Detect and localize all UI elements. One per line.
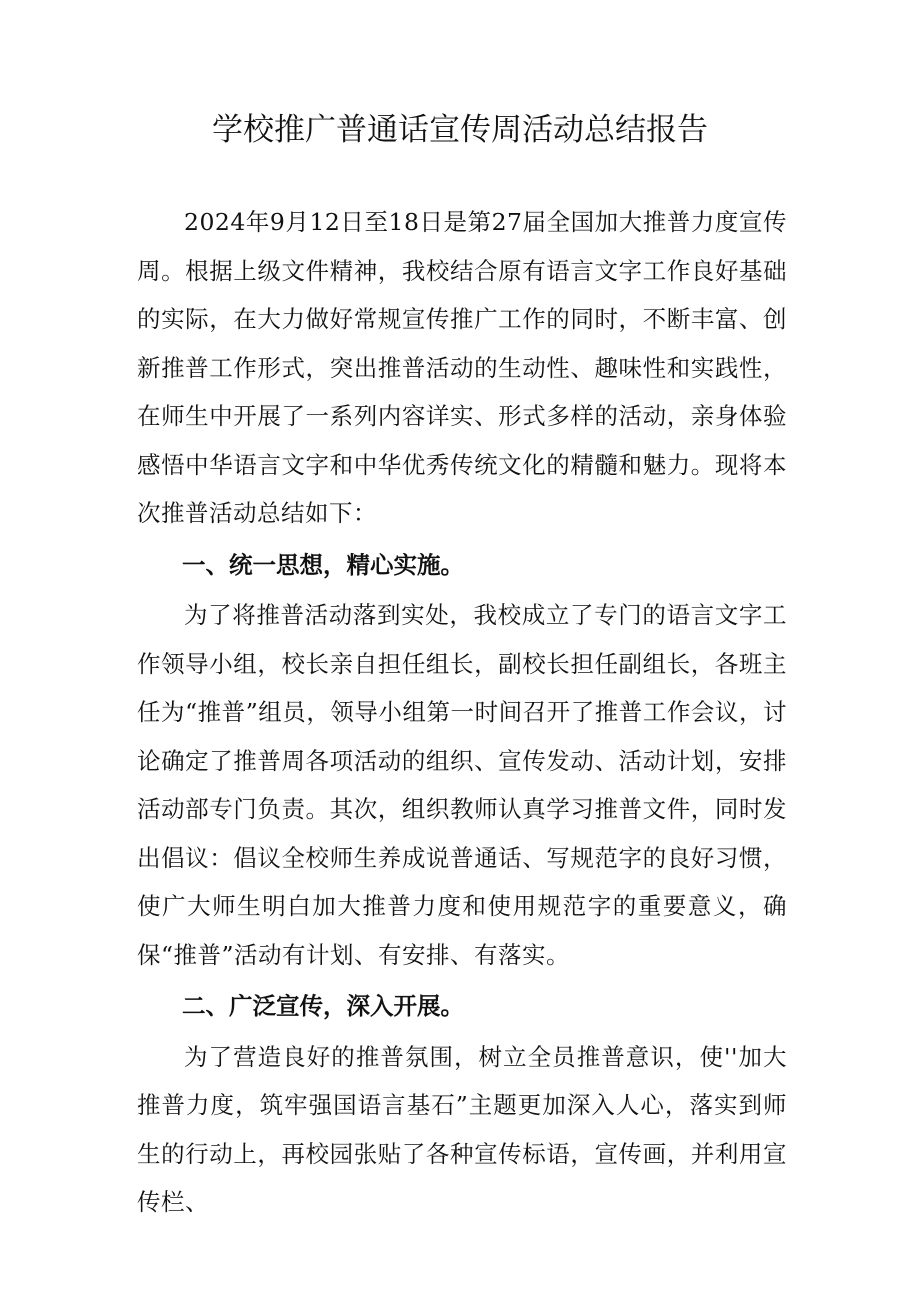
section-paragraph-1: 为了将推普活动落到实处，我校成立了专门的语言文字工作领导小组，校长亲自担任组长，副校长担任副组长，各班主任为“推普”组员，领导小组第一时间召开了推普工作会议，讨论确定了推普周各项活动的组织、宣传发动、活动计划，安排活动部专门负责。其次，组织教师认真学习推普文件，同时发出倡议：倡议全校师生养成说普通话、写规范字的良好习惯，使广大师生明白加大推普力度和使用规范字的重要意义，确保“推普”活动有计划、有安排、有落实。 [137,601,787,969]
section-paragraph-2: 为了营造良好的推普氛围，树立全员推普意识，使''加大推普力度，筑牢强国语言基石”主题更加深入人心，落实到师生的行动上，再校园张贴了各种宣传标语，宣传画，并利用宣传栏、 [137,1042,787,1216]
document-body [137,198,787,1227]
document-title: 学校推广普通话宣传周活动总结报告 [212,112,708,148]
section-heading-2: 二、广泛宣传，深入开展。 [182,992,464,1020]
intro-paragraph: 2024年9月12日至18日是第27届全国加大推普力度宣传周。根据上级文件精神，我校结合原有语言文字工作良好基础的实际，在大力做好常规宣传推广工作的同时，不断丰富、创新推普工作形式，突出推普活动的生动性、趣味性和实践性，在师生中开展了一系列内容详实、形式多样的活动，亲身体验感悟中华语言文字和中华优秀传统文化的精髓和魅力。现将本次推普活动总结如下： [137,208,787,527]
section-heading-1: 一、统一思想，精心实施。 [182,550,464,579]
